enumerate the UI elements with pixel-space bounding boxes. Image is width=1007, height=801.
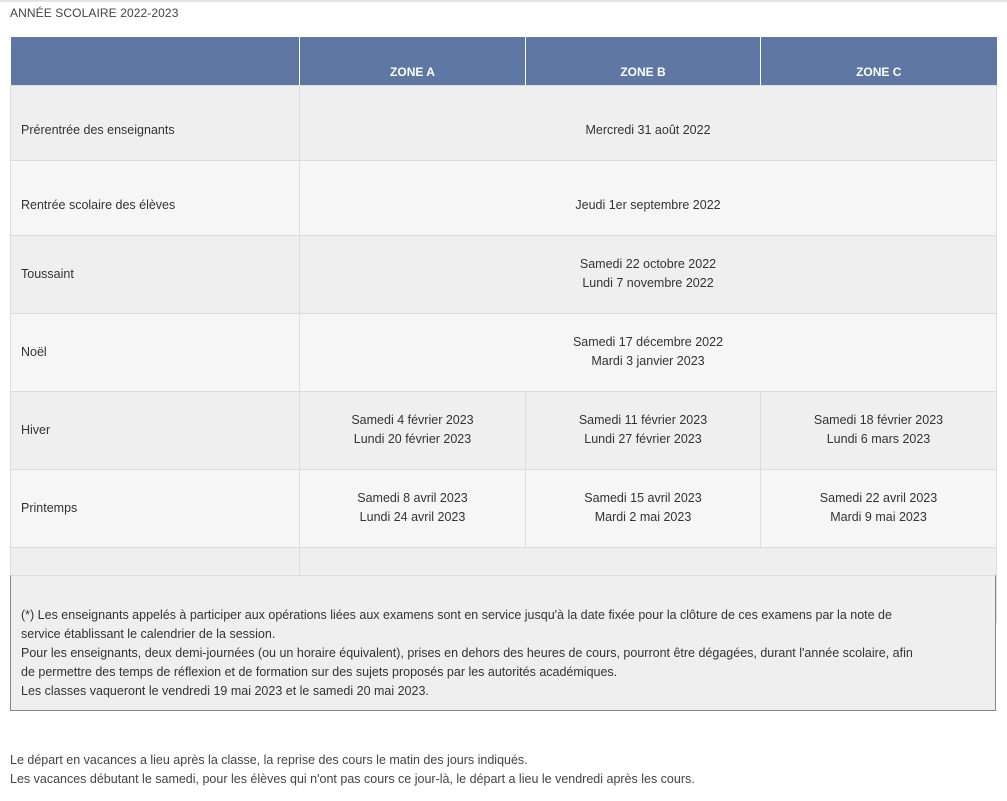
end-date: Mardi 2 mai 2023 [594,510,692,524]
top-divider [0,0,1007,2]
table-row [11,160,997,235]
end-date: Lundi 27 février 2023 [584,432,702,446]
footer-notes [10,751,695,789]
end-date: Lundi 7 novembre 2022 [582,276,714,290]
start-date: Samedi 8 avril 2023 [357,491,468,505]
footer-line: Le départ en vacances a lieu après la classe, la reprise des cours le matin des jours indiqués. [10,753,528,767]
row-label: Printemps [11,469,300,547]
footer-line: Les vacances débutant le samedi, pour les élèves qui n'ont pas cours ce jour-là, le départ a lieu le vendredi après les cours. [10,772,695,786]
zone-a-cell [300,391,526,469]
note-line: de permettre des temps de réflexion et de formation sur des sujets proposés par les autorités académiques. [21,665,618,679]
header-corner [11,37,300,85]
date-cell: Jeudi 1er septembre 2022 [300,160,997,235]
zone-b-cell [526,469,761,547]
end-date: Mardi 9 mai 2023 [830,510,927,524]
zone-a-cell [300,469,526,547]
table-row [11,313,997,391]
end-date: Lundi 20 février 2023 [353,432,472,446]
row-label: Rentrée scolaire des élèves [11,160,300,235]
date-cell: Mercredi 31 août 2022 [300,85,997,160]
end-date: Lundi 6 mars 2023 [826,432,931,446]
table-header-row [11,37,997,85]
table-row [11,391,997,469]
zone-c-cell [761,391,997,469]
start-date: Samedi 17 décembre 2022 [572,335,724,349]
row-label: Prérentrée des enseignants [11,85,300,160]
table-row [11,235,997,313]
row-label: Noël [11,313,300,391]
date-cell [300,235,997,313]
holiday-calendar-table [10,37,997,623]
header-zone-a: ZONE A [300,37,526,85]
start-date: Samedi 18 février 2023 [813,413,944,427]
header-zone-c: ZONE C [761,37,997,85]
note-line: service établissant le calendrier de la session. [21,627,276,641]
date-cell [300,313,997,391]
zone-c-cell [761,469,997,547]
note-line: Pour les enseignants, deux demi-journées (ou un horaire équivalent), prises en dehors des heures de cours, pourront être dégagées, durant l'année scolaire, afin [21,646,913,660]
start-date: Samedi 15 avril 2023 [584,491,702,505]
start-date: Samedi 22 octobre 2022 [579,257,717,271]
row-label: Hiver [11,391,300,469]
start-date: Samedi 11 février 2023 [578,413,708,427]
start-date: Samedi 22 avril 2023 [819,491,938,505]
table-row [11,469,997,547]
notes-box [10,575,996,711]
start-date: Samedi 4 février 2023 [351,413,474,427]
school-year-title: ANNÉE SCOLAIRE 2022-2023 [10,6,179,20]
note-line: Les classes vaqueront le vendredi 19 mai 2023 et le samedi 20 mai 2023. [21,684,429,698]
table-row [11,85,997,160]
row-label: Toussaint [11,235,300,313]
zone-b-cell [526,391,761,469]
end-date: Lundi 24 avril 2023 [359,510,466,524]
end-date: Mardi 3 janvier 2023 [591,354,705,368]
note-line: (*) Les enseignants appelés à participer aux opérations liées aux examens sont en service jusqu'à la date fixée pour la clôture de ces examens par la note de [21,608,892,622]
header-zone-b: ZONE B [526,37,761,85]
